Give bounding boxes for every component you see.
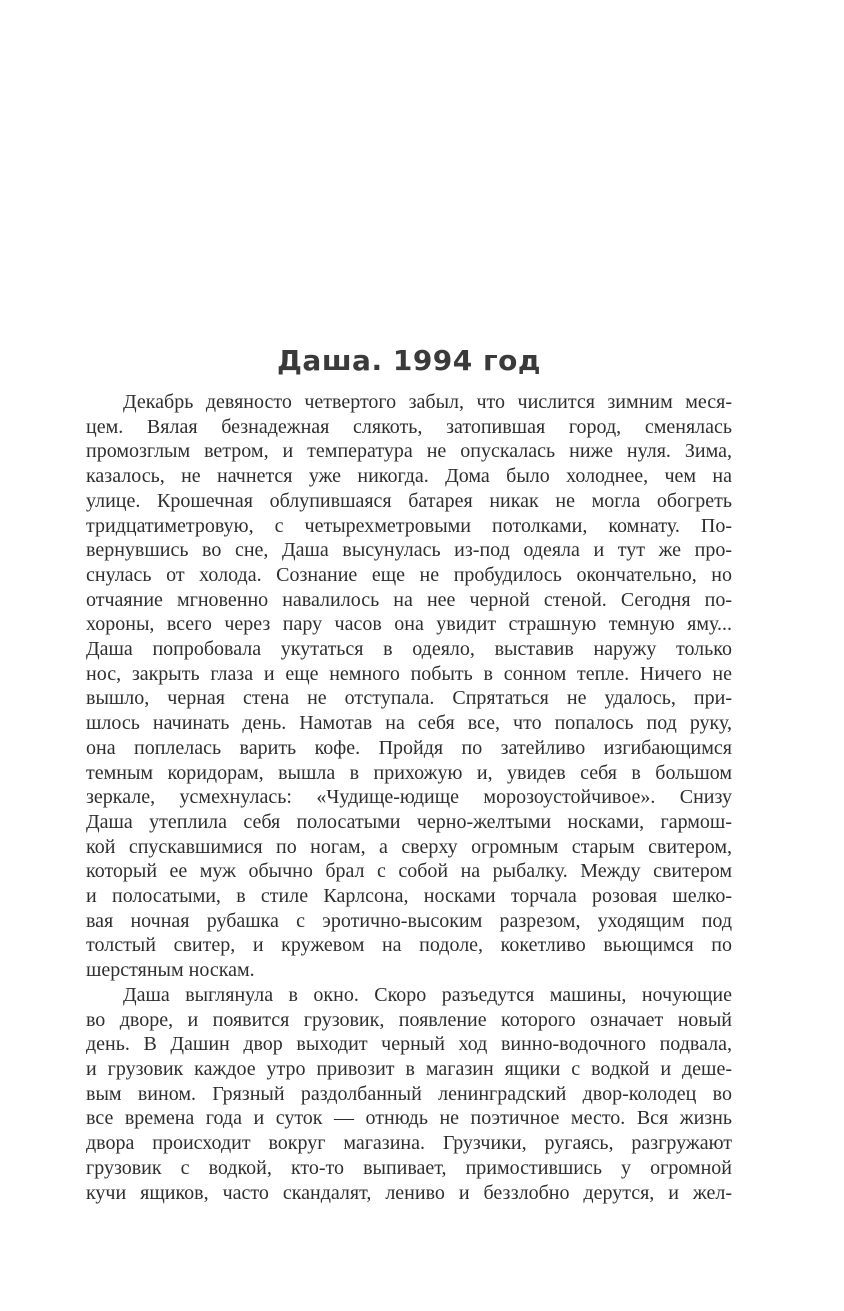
text-line: во дворе, и появится грузовик, появление которого означает новый: [86, 1008, 732, 1031]
text-line: все времена года и суток — отнюдь не поэтичное место. Вся жизнь: [86, 1107, 732, 1130]
text-line: Даша утеплила себя полосатыми черно-желтыми носками, гармош-: [86, 810, 732, 833]
text-line: и грузовик каждое утро привозит в магазин ящики с водкой и деше-: [86, 1057, 732, 1080]
text-line: вернувшись во сне, Даша высунулась из-под одеяла и тут же про-: [86, 539, 732, 562]
text-line: тридцатиметровую, с четырехметровыми потолками, комнату. По-: [86, 514, 732, 537]
text-line: и полосатыми, в стиле Карлсона, носками торчала розовая шелко-: [86, 885, 732, 908]
text-line: цем. Вялая безнадежная слякоть, затопившая город, сменялась: [86, 415, 732, 438]
text-line: вая ночная рубашка с эротично-высоким разрезом, уходящим под: [86, 909, 732, 932]
text-line: вышло, черная стена не отступала. Спрятаться не удалось, при-: [86, 687, 732, 710]
chapter-title: Даша. 1994 год: [276, 344, 541, 377]
text-line: шлось начинать день. Намотав на себя все, что попалось под руку,: [86, 712, 732, 735]
text-line: шерстяным носкам.: [86, 959, 255, 982]
text-line: день. В Дашин двор выходит черный ход винно-водочного подвала,: [86, 1033, 732, 1056]
text-line: темным коридорам, вышла в прихожую и, увидев себя в большом: [86, 761, 732, 784]
text-line: Даша попробовала укутаться в одеяло, выставив наружу только: [86, 638, 732, 661]
text-line: отчаяние мгновенно навалилось на нее черной стеной. Сегодня по-: [86, 588, 732, 611]
text-line: Декабрь девяносто четвертого забыл, что числится зимним меся-: [123, 391, 732, 413]
text-line: толстый свитер, и кружевом на подоле, кокетливо вьющимся по: [86, 934, 732, 957]
text-line: грузовик с водкой, кто-то выпивает, примостившись у огромной: [86, 1156, 732, 1179]
text-line: двора происходит вокруг магазина. Грузчики, ругаясь, разгружают: [86, 1132, 732, 1155]
text-line: улице. Крошечная облупившаяся батарея никак не могла обогреть: [86, 489, 732, 512]
text-line: вым вином. Грязный раздолбанный ленинградский двор-колодец во: [86, 1082, 732, 1105]
text-line: хороны, всего через пару часов она увидит страшную темную яму...: [86, 613, 732, 636]
text-line: казалось, не начнется уже никогда. Дома было холоднее, чем на: [86, 465, 732, 488]
text-line: зеркале, усмехнулась: «Чудище-юдище морозоустойчивое». Снизу: [86, 786, 732, 809]
text-line: кучи ящиков, часто скандалят, лениво и беззлобно дерутся, и жел-: [86, 1181, 732, 1204]
text-line: снулась от холода. Сознание еще не пробудилось окончательно, но: [86, 563, 732, 586]
text-line: она поплелась варить кофе. Пройдя по затейливо изгибающимся: [86, 736, 732, 759]
text-line: Даша выглянула в окно. Скоро разъедутся машины, ночующие: [123, 983, 732, 1006]
body-text: [86, 390, 732, 1205]
text-line: промозглым ветром, и температура не опускалась ниже нуля. Зима,: [86, 440, 732, 463]
text-line: который ее муж обычно брал с собой на рыбалку. Между свитером: [86, 860, 732, 883]
text-line: нос, закрыть глаза и еще немного побыть в сонном тепле. Ничего не: [86, 662, 732, 685]
text-line: кой спускавшимися по ногам, а сверху огромным старым свитером,: [86, 835, 732, 858]
